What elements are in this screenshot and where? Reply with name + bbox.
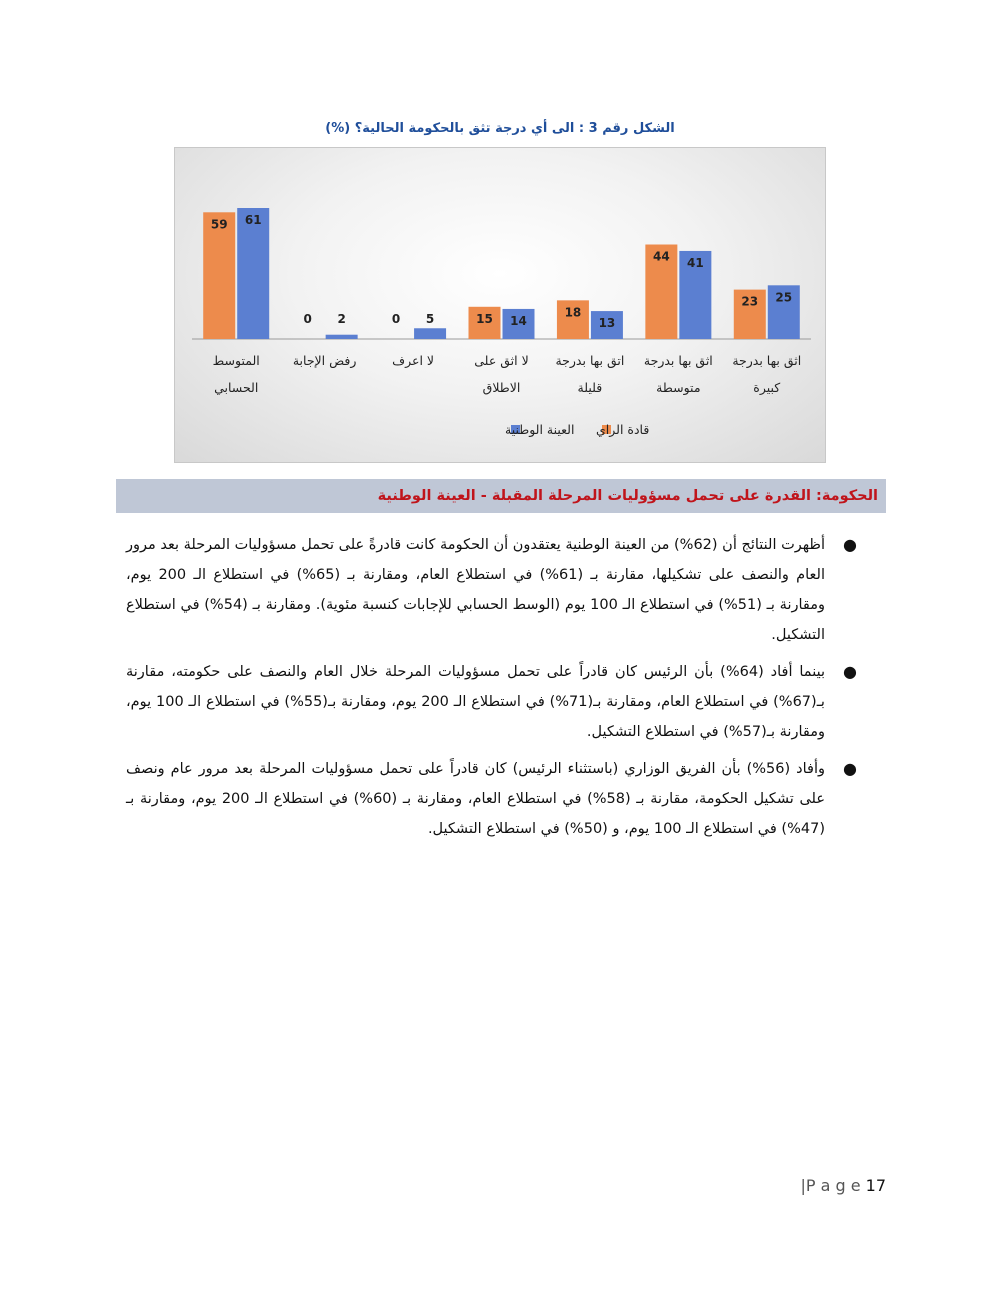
list-item xyxy=(126,657,861,747)
page-footer xyxy=(780,1176,886,1195)
chart-svg xyxy=(175,148,825,462)
data-label: 15 xyxy=(476,311,493,326)
category-label: اثق بها بدرجة xyxy=(732,353,802,368)
category-label: رفض الإجابة xyxy=(292,353,357,368)
bullet-list xyxy=(126,530,861,851)
data-label: 25 xyxy=(775,290,793,305)
category-label: اثق بها بدرجة xyxy=(643,353,713,368)
bullet-dot-icon: ● xyxy=(843,535,857,554)
data-label: 5 xyxy=(425,312,435,326)
bar-national-sample xyxy=(326,335,358,339)
data-label: 13 xyxy=(598,316,616,331)
page-number: 17 xyxy=(865,1176,886,1195)
data-label: 2 xyxy=(337,312,346,326)
list-item xyxy=(126,530,861,650)
category-label: لا اثق على xyxy=(474,353,529,368)
category-label: اتق بها بدرجة xyxy=(555,353,625,368)
bar-opinion-leaders xyxy=(203,212,235,339)
category-label: الاطلاق xyxy=(482,380,521,395)
bar-national-sample xyxy=(237,208,269,339)
category-label: الحسابي xyxy=(214,380,259,395)
legend-label-opinion-leaders: قادة الراي xyxy=(596,422,650,437)
footer-page-word: P a g e xyxy=(805,1176,861,1195)
bullet-text: وأفاد (56%) بأن الفريق الوزاري (باستثناء الرئيس) كان قادراً على تحمل مسؤوليات المرحلة بعد مرور عام ونصف على تشكيل الحكومة، مقارنة بـ (58%) في استطلاع العام، ومقارنة بـ (60%) في استطلاع الـ 200 يوم، ومقارنة بـ (47%) في استطلاع الـ 100 يوم، و (50%) في استطلاع التشكيل. xyxy=(126,761,825,837)
data-label: 41 xyxy=(687,255,704,270)
bullet-text: أظهرت النتائج أن (62%) من العينة الوطنية يعتقدون أن الحكومة كانت قادرةً على تحمل مسؤوليات المرحلة بعد مرور العام والنصف على تشكيلها، مقارنة بـ (61%) في استطلاع العام، ومقارنة بـ (65%) في استطلاع الـ 200 يوم، ومقارنة بـ (51%) في استطلاع الـ 100 يوم (الوسط الحسابي للإجابات كنسبة مئوية). ومقارنة بـ (54%) في استطلاع التشكيل. xyxy=(126,537,825,643)
footer-separator: | xyxy=(800,1176,806,1195)
chart-title: الشكل رقم 3 : الى أي درجة تثق بالحكومة الحالية؟ (%) xyxy=(325,121,675,136)
bar-chart xyxy=(174,147,826,463)
data-label: 23 xyxy=(741,294,759,309)
bar-national-sample xyxy=(414,328,446,339)
data-label: 14 xyxy=(510,313,527,328)
data-label: 0 xyxy=(303,312,312,326)
data-label: 0 xyxy=(391,312,401,326)
bullet-text: بينما أفاد (64%) بأن الرئيس كان قادراً على تحمل مسؤوليات المرحلة خلال العام والنصف على حكومته، مقارنة بـ(67%) في استطلاع العام، ومقارنة بـ(71%) في استطلاع الـ 200 يوم، ومقارنة بـ(55%) في استطلاع الـ 100 يوم، ومقارنة بـ(57%) في استطلاع التشكيل. xyxy=(126,664,825,740)
category-label: متوسطة xyxy=(656,380,701,395)
category-label: كبيرة xyxy=(753,380,781,395)
bullet-dot-icon: ● xyxy=(843,759,857,778)
category-label: لا اعرف xyxy=(392,353,435,368)
data-label: 44 xyxy=(653,249,670,264)
bullet-dot-icon: ● xyxy=(843,662,857,681)
data-label: 59 xyxy=(210,217,228,232)
data-label: 61 xyxy=(244,213,262,227)
category-label: المتوسط xyxy=(212,353,260,368)
list-item xyxy=(126,754,861,844)
section-header: الحكومة: القدرة على تحمل مسؤوليات المرحلة المقبلة - العينة الوطنية xyxy=(116,479,886,513)
category-label: قليلة xyxy=(577,380,603,395)
data-label: 18 xyxy=(564,305,582,320)
legend-label-national-sample: العينة الوطنية xyxy=(505,422,575,437)
